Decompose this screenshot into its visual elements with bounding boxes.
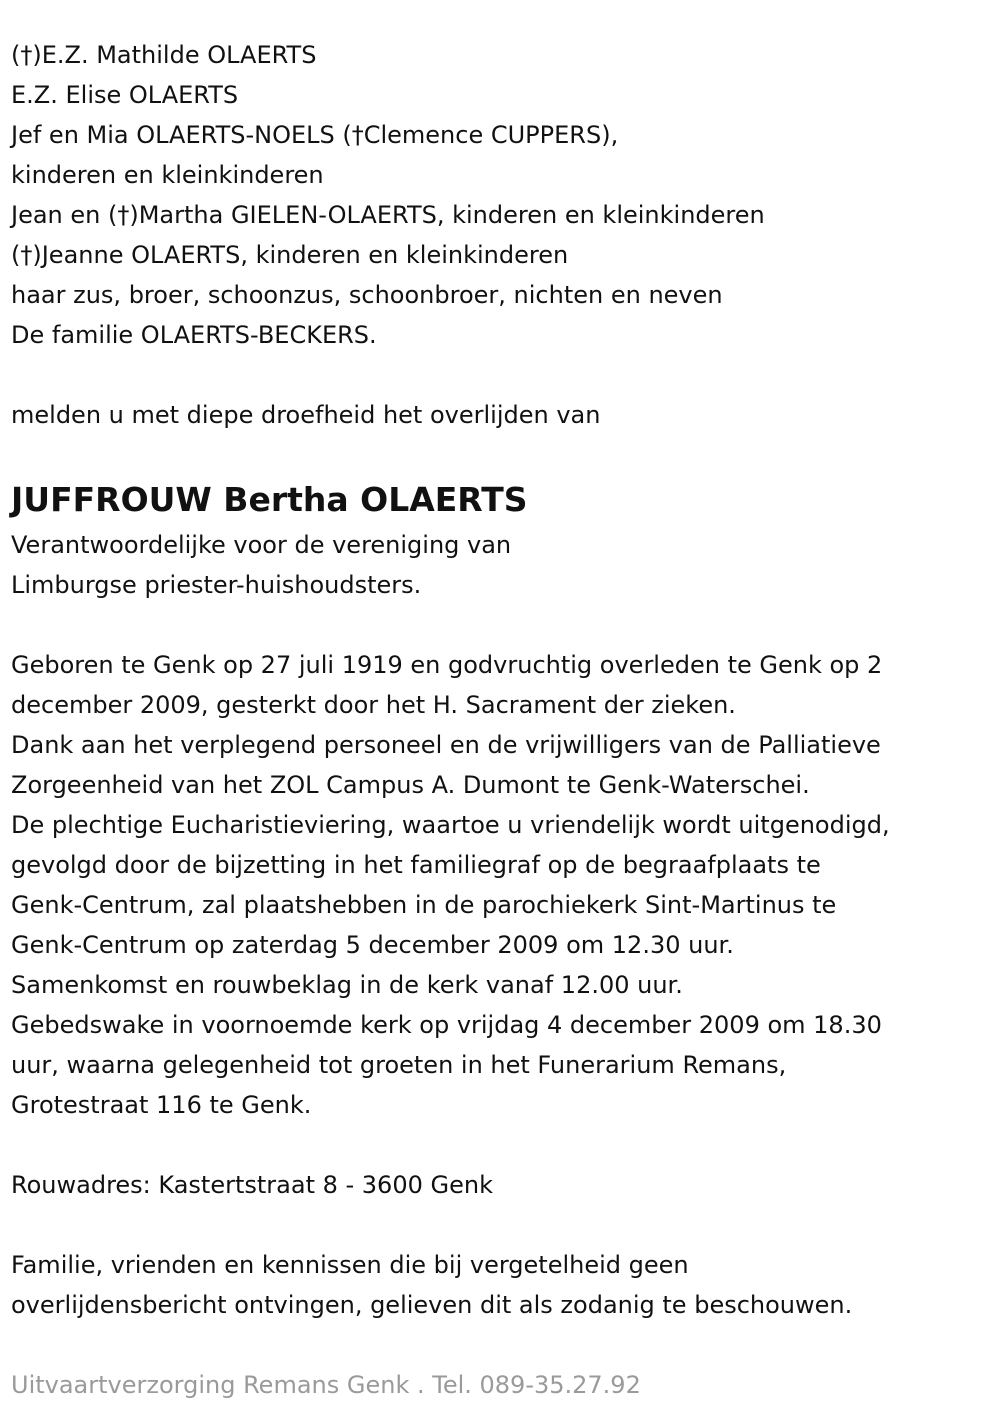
details-line: uur, waarna gelegenheid tot groeten in het Funerarium Remans, bbox=[11, 1051, 787, 1079]
details-line: Genk-Centrum, zal plaatshebben in de parochiekerk Sint-Martinus te bbox=[11, 891, 837, 919]
details-line: gevolgd door de bijzetting in het familiegraf op de begraafplaats te bbox=[11, 851, 821, 879]
details-line: Genk-Centrum op zaterdag 5 december 2009 om 12.30 uur. bbox=[11, 931, 734, 959]
deceased-name: JUFFROUW Bertha OLAERTS bbox=[11, 480, 528, 519]
family-line: Jef en Mia OLAERTS-NOELS (†Clemence CUPPERS), bbox=[11, 121, 619, 149]
role bbox=[11, 525, 1000, 605]
closing-line: Familie, vrienden en kennissen die bij vergetelheid geen bbox=[11, 1251, 689, 1279]
role-line: Limburgse priester-huishoudsters. bbox=[11, 571, 422, 599]
details-line: Dank aan het verplegend personeel en de vrijwilligers van de Palliatieve bbox=[11, 731, 881, 759]
mourning-address: Rouwadres: Kastertstraat 8 - 3600 Genk bbox=[11, 1171, 493, 1199]
details-line: Geboren te Genk op 27 juli 1919 en godvruchtig overleden te Genk op 2 bbox=[11, 651, 883, 679]
details-line: Samenkomst en rouwbeklag in de kerk vanaf 12.00 uur. bbox=[11, 971, 683, 999]
details-line: Gebedswake in voornoemde kerk op vrijdag 4 december 2009 om 18.30 bbox=[11, 1011, 882, 1039]
role-line: Verantwoordelijke voor de vereniging van bbox=[11, 531, 512, 559]
family-list bbox=[11, 35, 1000, 355]
family-line: haar zus, broer, schoonzus, schoonbroer, nichten en neven bbox=[11, 281, 723, 309]
family-line: Jean en (†)Martha GIELEN-OLAERTS, kinderen en kleinkinderen bbox=[11, 201, 765, 229]
family-line: De familie OLAERTS-BECKERS. bbox=[11, 321, 377, 349]
family-line: E.Z. Elise OLAERTS bbox=[11, 81, 239, 109]
details bbox=[11, 645, 1000, 1125]
closing-line: overlijdensbericht ontvingen, gelieven dit als zodanig te beschouwen. bbox=[11, 1291, 853, 1319]
family-line: (†)Jeanne OLAERTS, kinderen en kleinkinderen bbox=[11, 241, 569, 269]
family-line: (†)E.Z. Mathilde OLAERTS bbox=[11, 41, 317, 69]
closing bbox=[11, 1245, 1000, 1325]
details-line: De plechtige Eucharistieviering, waartoe u vriendelijk wordt uitgenodigd, bbox=[11, 811, 890, 839]
details-line: december 2009, gesterkt door het H. Sacrament der zieken. bbox=[11, 691, 736, 719]
funeral-home-footer: Uitvaartverzorging Remans Genk . Tel. 089-35.27.92 bbox=[11, 1371, 641, 1399]
details-line: Zorgeenheid van het ZOL Campus A. Dumont te Genk-Waterschei. bbox=[11, 771, 810, 799]
details-line: Grotestraat 116 te Genk. bbox=[11, 1091, 312, 1119]
family-line: kinderen en kleinkinderen bbox=[11, 161, 324, 189]
announcement: melden u met diepe droefheid het overlijden van bbox=[11, 401, 601, 429]
